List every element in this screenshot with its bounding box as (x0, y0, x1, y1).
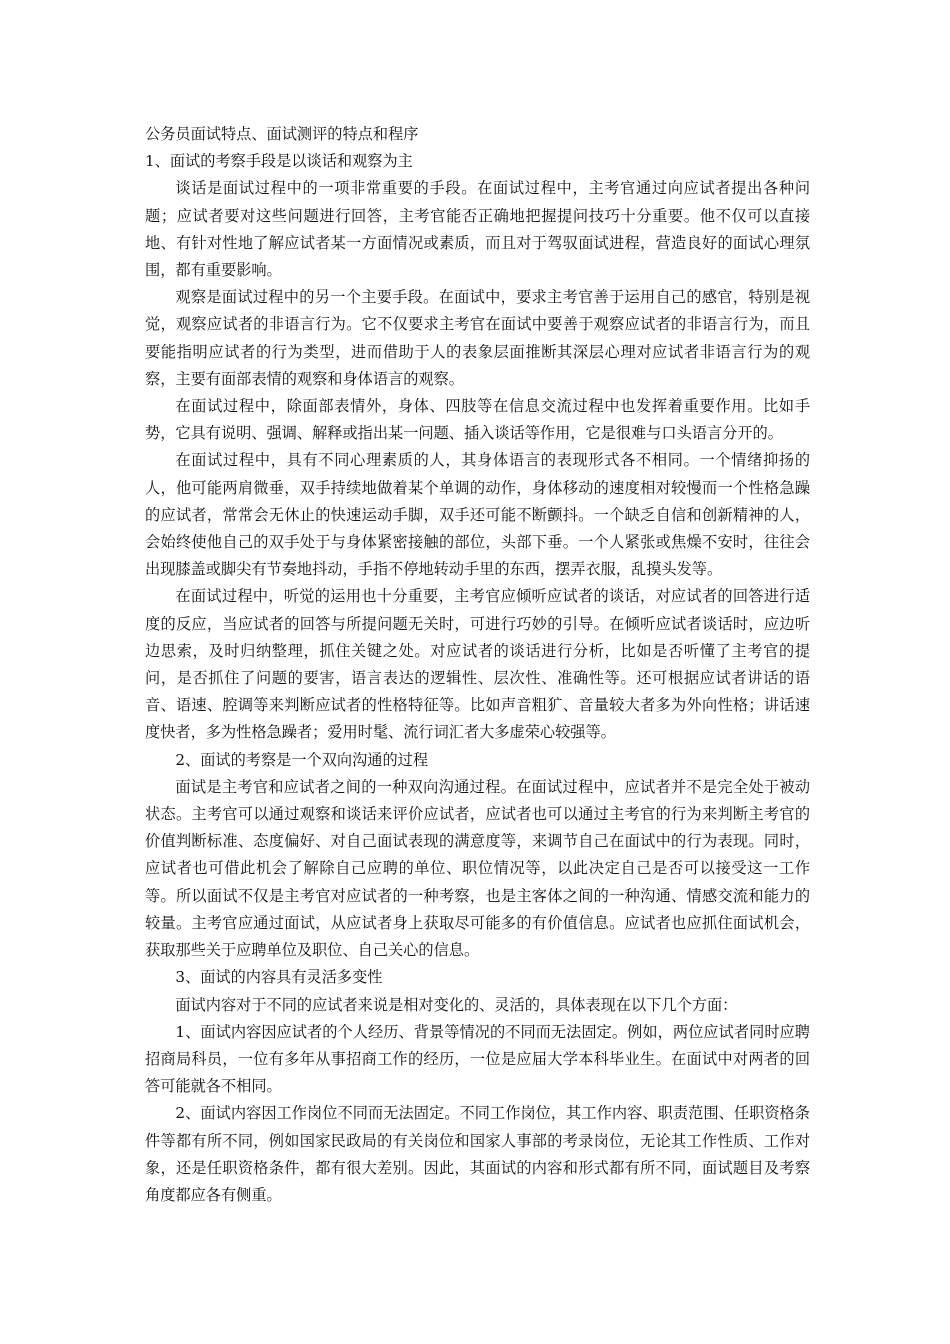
paragraph-item-1: 1、面试内容因应试者的个人经历、背景等情况的不同而无法固定。例如，两位应试者同时应聘招商局科员，一位有多年从事招商工作的经历，一位是应届大学本科毕业生。在面试中对两者的回答可能就各不相同。 (145, 1022, 810, 1096)
paragraph-body-language: 在面试过程中，除面部表情外，身体、四肢等在信息交流过程中也发挥着重要作用。比如手势，它具有说明、强调、解释或指出某一问题、插入谈话等作用，它是很难与口头语言分开的。 (145, 397, 810, 443)
paragraph-psychology: 在面试过程中，具有不同心理素质的人，其身体语言的表现形式各不相同。一个情绪抑扬的人，他可能两肩微垂，双手持续地做着某个单调的动作，身体移动的速度相对较慢而一个性格急躁的应试者，常常会无休止的快速运动手脚，双手还可能不断颤抖。一个缺乏自信和创新精神的人，会始终使他自己的双手处于与身体紧密接触的部位，头部下垂。一个人紧张或焦燥不安时，往往会出现膝盖或脚尖有节奏地抖动，手指不停地转动手里的东西，摆弄衣服，乱摸头发等。 (145, 451, 810, 579)
paragraph-talk: 谈话是面试过程中的一项非常重要的手段。在面试过程中，主考官通过向应试者提出各种问题；应试者要对这些问题进行回答，主考官能否正确地把握提问技巧十分重要。他不仅可以直接地、有针对性地了解应试者某一方面情况或素质，而且对于驾驭面试进程，营造良好的面试心理氛围，都有重要影响。 (145, 179, 810, 280)
paragraph-two-way: 面试是主考官和应试者之间的一种双向沟通过程。在面试过程中，应试者并不是完全处于被动状态。主考官可以通过观察和谈话来评价应试者，应试者也可以通过主考官的行为来判断主考官的价值判断标准、态度偏好、对自己面试表现的满意度等，来调节自己在面试中的行为表现。同时，应试者也可借此机会了解除自己应聘的单位、职位情况等，以此决定自己是否可以接受这一工作等。所以面试不仅是主考官对应试者的一种考察，也是主客体之间的一种沟通、情感交流和能力的较量。主考官应通过面试，从应试者身上获取尽可能多的有价值信息。应试者也应抓住面试机会，获取那些关于应聘单位及职位、自己关心的信息。 (145, 777, 810, 960)
paragraph-item-2: 2、面试内容因工作岗位不同而无法固定。不同工作岗位，其工作内容、职责范围、任职资格条件等都有所不同，例如国家民政局的有关岗位和国家人事部的考录岗位，无论其工作性质、工作对象，还是任职资格条件，都有很大差别。因此，其面试的内容和形式都有所不同，面试题目及考察角度都应各有侧重。 (145, 1104, 810, 1204)
section-heading-1: 1、面试的考察手段是以谈话和观察为主 (145, 152, 413, 171)
document-body (145, 121, 810, 1209)
paragraph-flexible: 面试内容对于不同的应试者来说是相对变化的、灵活的，具体表现在以下几个方面： (175, 995, 738, 1014)
paragraph-listening: 在面试过程中，听觉的运用也十分重要，主考官应倾听应试者的谈话，对应试者的回答进行适度的反应，当应试者的回答与所提问题无关时，可进行巧妙的引导。在倾听应试者谈话时，应边听边思索，及时归纳整理，抓住关键之处。对应试者的谈话进行分析，比如是否听懂了主考官的提问，是否抓住了问题的要害，语言表达的逻辑性、层次性、准确性等。还可根据应试者讲话的语音、语速、腔调等来判断应试者的性格特征等。比如声音粗犷、音量较大者多为外向性格；讲话速度快者，多为性格急躁者；爱用时髦、流行词汇者大多虚荣心较强等。 (145, 587, 810, 742)
document-title: 公务员面试特点、面试测评的特点和程序 (145, 125, 419, 143)
section-heading-2: 2、面试的考察是一个双向沟通的过程 (175, 750, 429, 769)
paragraph-observe: 观察是面试过程中的另一个主要手段。在面试中，要求主考官善于运用自己的感官，特别是视觉，观察应试者的非语言行为。它不仅要求主考官在面试中要善于观察应试者的非语言行为，而且要能指明应试者的行为类型，进而借助于人的表象层面推断其深层心理对应试者非语言行为的观察，主要有面部表情的观察和身体语言的观察。 (145, 288, 810, 388)
section-heading-3: 3、面试的内容具有灵活多变性 (175, 968, 383, 987)
